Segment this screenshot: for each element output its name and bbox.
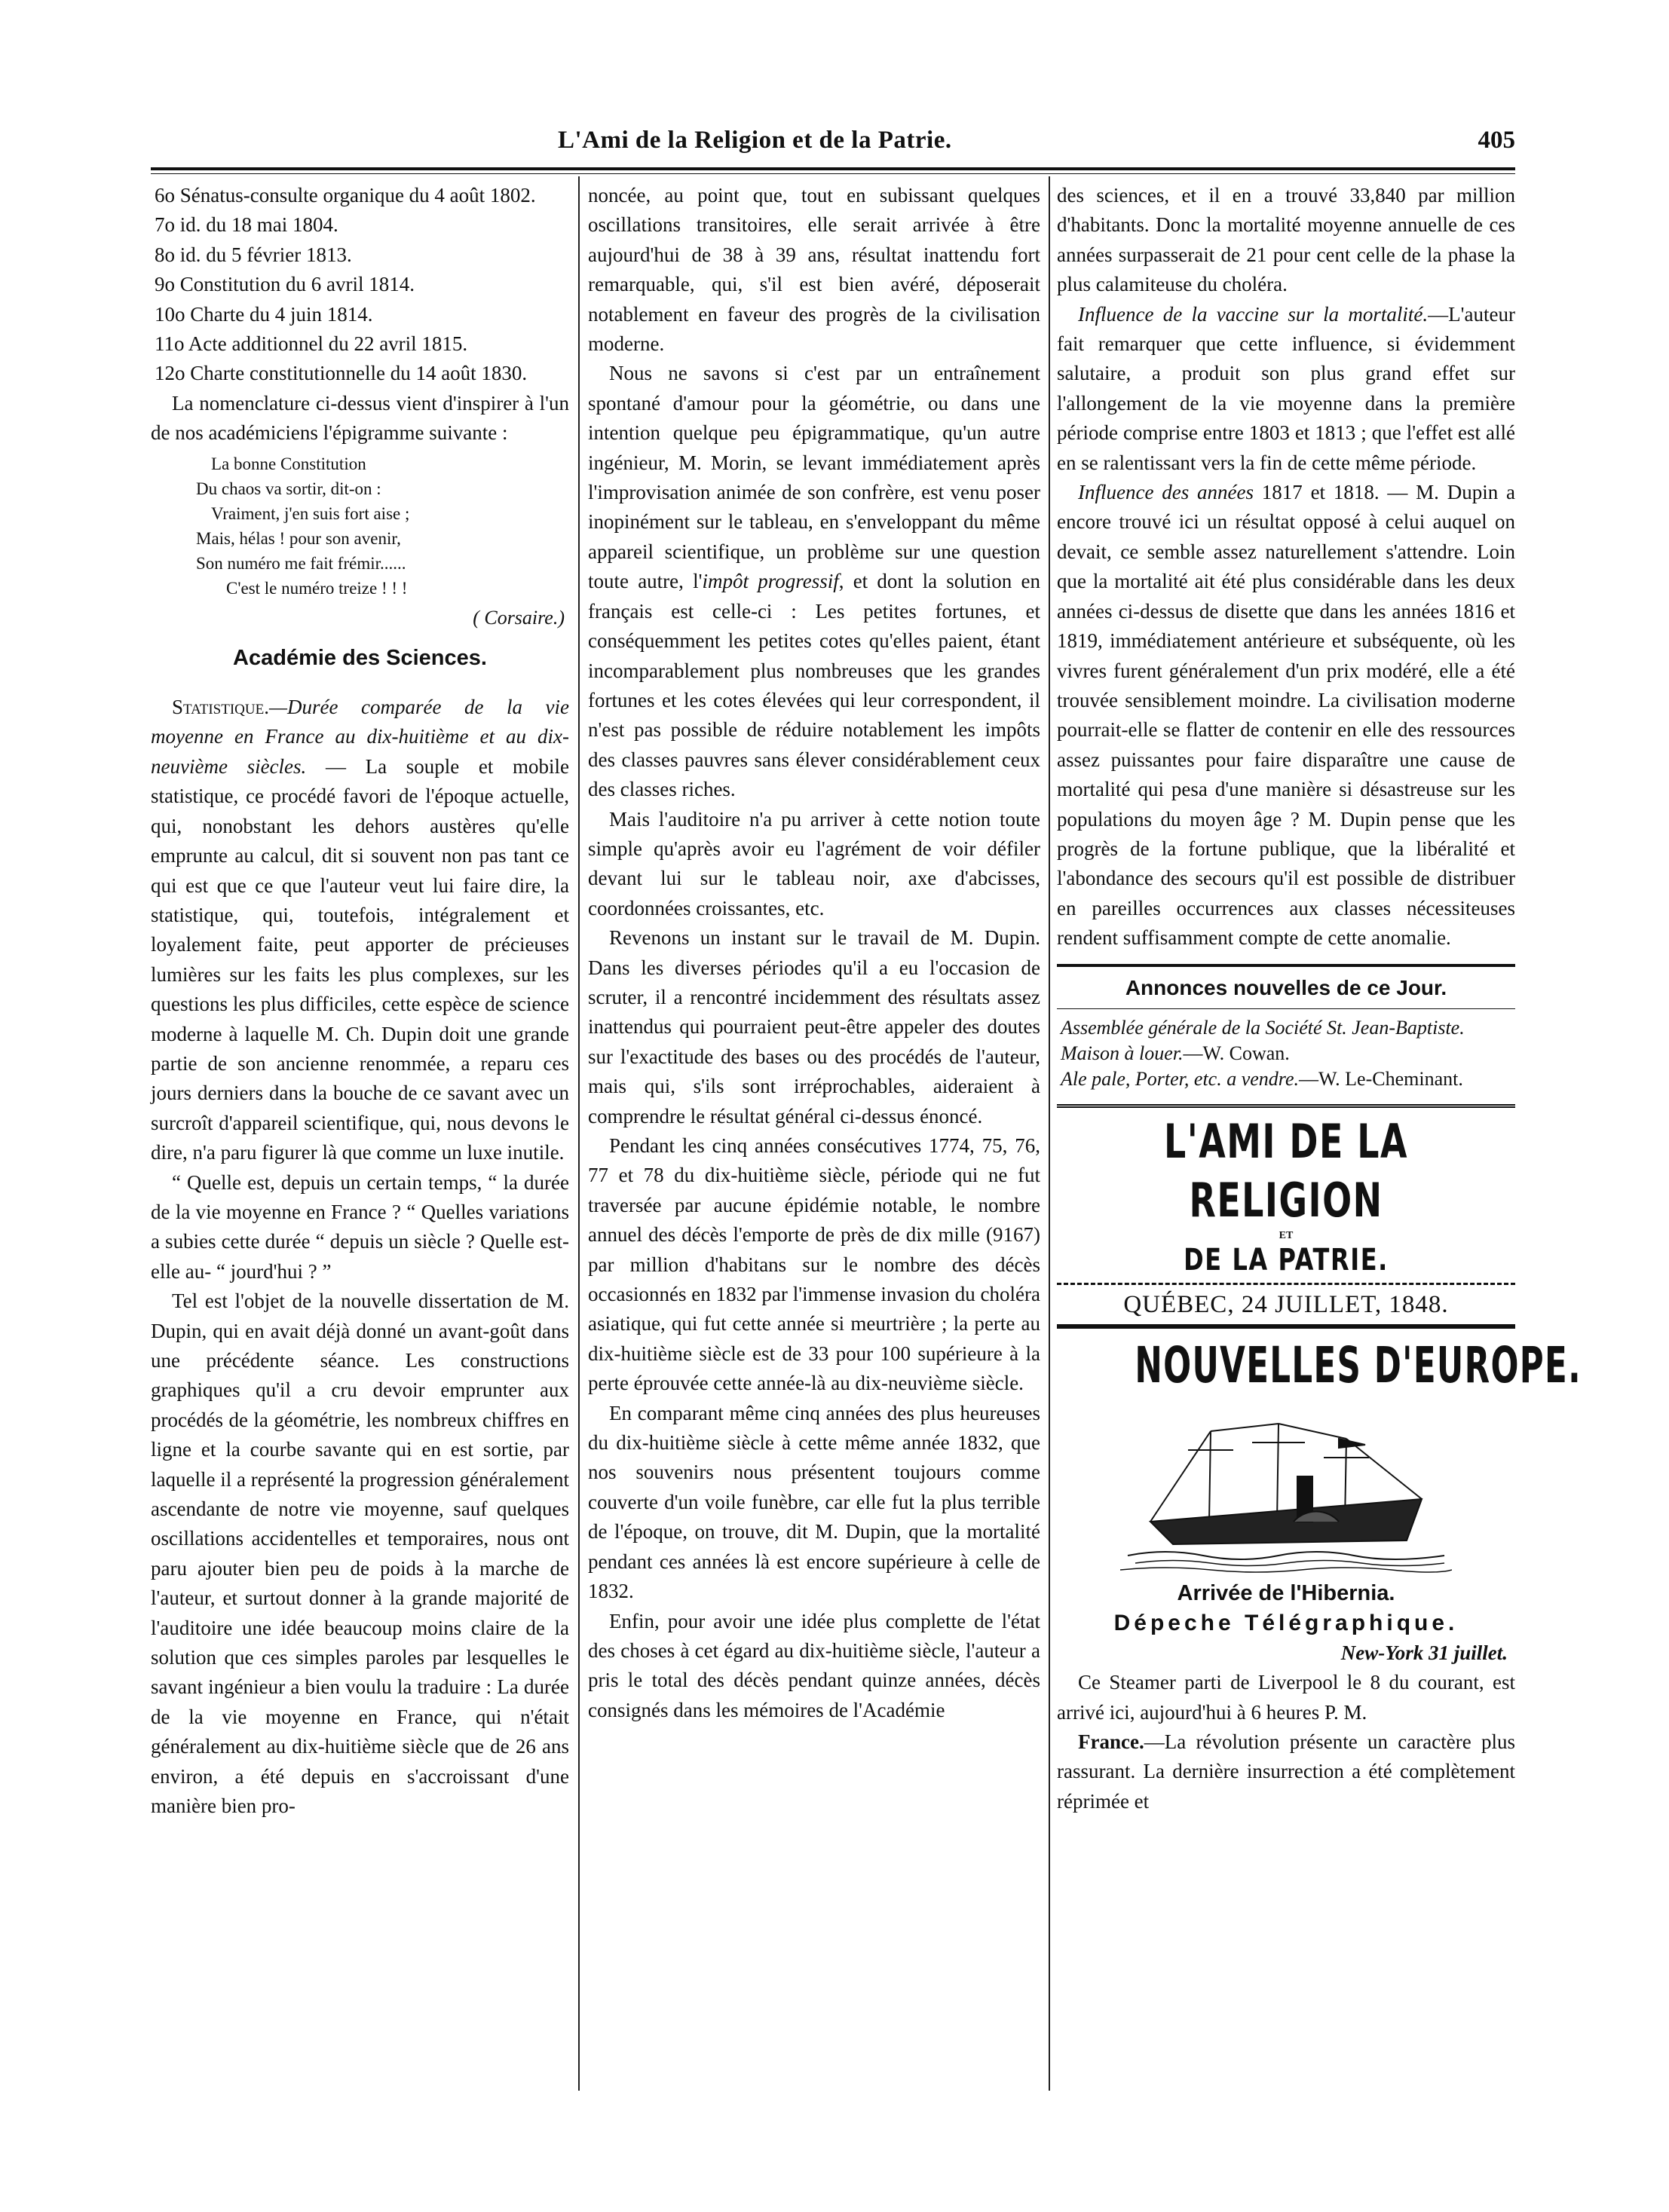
annonces-subrule (1057, 1008, 1515, 1009)
page-header (151, 127, 1515, 164)
poem-line: C'est le numéro treize ! ! ! (226, 578, 408, 598)
list-item: 10o Charte du 4 juin 1814. (155, 302, 373, 326)
nouvelles-heading: NOUVELLES D'EUROPE. (1135, 1335, 1582, 1394)
paragraph-france (1057, 1727, 1515, 1816)
steamship-illustration-icon (1120, 1409, 1452, 1574)
paragraph: noncée, au point que, tout en subissant quelques oscillations transitoires, elle serait arrivée à être aujourd'hui de 38 à 39 ans, résultat inattendu fort remarquable, qui, s'il est bien avéré, déposerait notablement en faveur des progrès de la civilisation moderne. (588, 184, 1040, 356)
annees-title: Influence des années (1078, 481, 1254, 504)
list-item: 9o Constitution du 6 avril 1814. (155, 273, 415, 296)
column-rule-2 (1049, 176, 1050, 2091)
statistique-label: Statistique. (172, 696, 269, 719)
masthead-et: ET (1279, 1229, 1294, 1241)
annonce-text: Assemblée générale de la Société St. Jean-Baptiste. (1061, 1016, 1465, 1039)
paragraph-vaccine (1057, 300, 1515, 478)
header-rule-thin (151, 173, 1515, 174)
dashed-rule (1057, 1283, 1515, 1285)
poem-line: Mais, hélas ! pour son avenir, (196, 528, 401, 548)
paragraph-morin (588, 359, 1040, 804)
list-item: 7o id. du 18 mai 1804. (155, 213, 338, 237)
running-title: L'Ami de la Religion et de la Patrie. (558, 127, 952, 154)
annonce-author: —W. Cowan. (1183, 1042, 1290, 1064)
paragraph: Revenons un instant sur le travail de M. Dupin. Dans les diverses périodes qu'il a eu l'occasion de scruter, il a rencontré incidemment des résultats assez inattendus qui pourraient peut-être appeler des doutes sur l'exactitude des bases ou des procédés de l'auteur, mais qui, s'ils sont irréprochables, aideraient à comprendre le résultat général ci-dessus énoncé. (588, 926, 1040, 1127)
annonce-item (1057, 1015, 1515, 1041)
constitution-list (151, 181, 569, 389)
paragraph: des sciences, et il en a trouvé 33,840 par million d'habitants. Donc la mortalité moyenne annuelle de ces années surpasserait de 21 pour cent celle de la phase la plus calamiteuse du choléra. (1057, 184, 1515, 296)
depeche-heading: Dépeche Télégraphique. (1113, 1611, 1459, 1636)
paragraph-tel: Tel est l'objet de la nouvelle dissertation de M. Dupin, qui en avait déjà donné un avant-goût dans une précédente séance. Les constructions graphiques qu'il a cru devoir emprunter aux procédés de la géométrie, les nombreux chiffres en ligne et la courbe savante qui en est sortie, par laquelle il a représenté la progression généralement ascendante de notre vie moyenne, sauf quelques oscillations accidentelles et temporaires, nous ont paru ajouter bien peu de poids à la marche de l'auteur, et surtout donner à la grande majorité de l'auditoire une idée beaucoup moins claire de la solution que ces simples paroles par lesquelles le savant ingénieur a bien voulu la traduire : La durée de la vie moyenne en France, qui n'était généralement au dix-huitième siècle que de 26 ans environ, a été depuis en s'accroissant d'une manière bien pro- (151, 1290, 569, 1818)
list-item: 6o Sénatus-consulte organique du 4 août 1802. (155, 184, 536, 207)
text-run: 1817 et 1818. — M. Dupin a encore trouvé ici un résultat opposé à celui auquel on devait, ce semble assez naturellement s'attendre. Loin que la mortalité ait été plus considérable dans les deux années ci-dessus de disette que dans les années 1816 et 1819, immédiatement antérieure et subséquente, où les vivres furent généralement d'un prix modéré, elle a été trouvée sensiblement moindre. La civilisation moderne pourrait-elle se flatter de contenir en elle des ressources assez puissantes pour faire disparaître une cause de mortalité qui pesa d'une manière si désastreuse sur les populations du moyen âge ? M. Dupin pense que les progrès de la fortune publique, que la libéralité et l'abondance des secours qu'il est possible de distribuer en pareilles occurrences aux classes nécessiteuses rendent suffisamment compte de cette anomalie. (1057, 481, 1515, 950)
list-item: 8o id. du 5 février 1813. (155, 243, 352, 266)
paragraph: Enfin, pour avoir une idée plus complette de l'état des choses à cet égard au dix-huitième siècle, l'auteur a pris le total des décès pendant quinze années, décès consignés dans les mémoires de l'Académie (588, 1609, 1040, 1721)
column-1 (151, 181, 569, 1822)
annonce-author: —W. Le-Cheminant. (1299, 1067, 1463, 1090)
poem-line: La bonne Constitution (211, 454, 366, 473)
poem-line: Son numéro me fait frémir...... (196, 553, 406, 573)
text-run: Nous ne savons si c'est par un entraînement spontané d'amour pour la géométrie, ou dans une intention quelque peu épigrammatique, qu'un autre ingénieur, M. Morin, se levant immédiatement après l'improvisation animée de son confrère, est venu poser inopinément sur le tableau, en s'enveloppant du même appareil scientifique, un problème sur une question toute autre, l' (588, 362, 1040, 593)
poem-line: Du chaos va sortir, dit-on : (196, 479, 381, 498)
annonce-text: Ale pale, Porter, etc. a vendre. (1061, 1067, 1299, 1090)
newyork-dateline: New-York 31 juillet. (1340, 1641, 1508, 1664)
text-run: —L'auteur fait remarquer que cette influence, si évidemment salutaire, a produit son plus grand effet sur l'allongement de la vie moyenne dans la première période comprise entre 1803 et 1813 ; que l'effet est allé en se ralentissant vers la fin de cette même période. (1057, 302, 1515, 474)
statistique-title: —Durée comparée de la vie moyenne en France au dix-huitième et au dix-neuvième siècles. (151, 696, 569, 778)
masthead-rule (1057, 1104, 1515, 1108)
arrivee-heading: Arrivée de l'Hibernia. (1177, 1580, 1395, 1605)
header-rule (151, 167, 1515, 170)
text-run: —La révolution présente un caractère plus rassurant. La dernière insurrection a été complètement réprimée et (1057, 1730, 1515, 1813)
masthead-title: L'AMI DE LA RELIGION (1164, 1113, 1408, 1228)
heavy-rule (1057, 1324, 1515, 1329)
text-run: , et dont la solution en français est celle-ci : Les petites fortunes, et conséquemment les petites cotes qu'elles paient, étant incomparablement plus nombreuses que les grandes fortunes et les cotes élevées qui leur correspondent, il n'est pas possible de réduire notablement les impôts des classes pauvres sans élever considérablement ceux des classes riches. (588, 570, 1041, 801)
annonce-item (1057, 1066, 1515, 1092)
annonce-item (1057, 1041, 1515, 1066)
poem-signature: ( Corsaire.) (473, 606, 565, 629)
issue-dateline: QUÉBEC, 24 JUILLET, 1848. (1123, 1290, 1449, 1318)
section-heading-academie: Académie des Sciences. (233, 645, 487, 670)
annonces-rule (1057, 964, 1515, 967)
paragraph-steamer: Ce Steamer parti de Liverpool le 8 du courant, est arrivé ici, aujourd'hui à 6 heures P. M. (1057, 1671, 1515, 1724)
column-2 (588, 181, 1040, 1725)
annonce-text: Maison à louer. (1061, 1042, 1184, 1064)
epigram-poem (196, 451, 569, 630)
paragraph-quote: “ Quelle est, depuis un certain temps, “ la durée de la vie moyenne en France ? “ Quelles variations a subies cette durée “ depuis un siècle ? Quelle est-elle au- “ jourd'hui ? ” (151, 1170, 569, 1283)
paragraph-annees (1057, 478, 1515, 953)
column-rule-1 (578, 176, 580, 2091)
impot-progressif-term: impôt progressif (702, 570, 839, 593)
vaccine-title: Influence de la vaccine sur la mortalité. (1078, 302, 1429, 326)
statistique-body: — La souple et mobile statistique, ce procédé favori de l'époque actuelle, qui, nonobstant les dehors austères qu'elle emprunte au calcul, dit si souvent non pas tant ce qui est que ce que l'auteur veut lui faire dire, la statistique, qui, toutefois, intégralement et loyalement faite, peut apporter de précieuses lumières sur les faits les plus complexes, sur les questions les plus difficiles, cette espèce de science moderne à laquelle M. Ch. Dupin doit une grande partie de son ancienne renommée, a reparu ces jours derniers dans la bouche de ce savant avec un surcroît d'appareil scientifique, qui, nous devons le dire, n'a paru figurer là que comme un luxe inutile. (151, 754, 569, 1164)
list-item: 11o Acte additionnel du 22 avril 1815. (155, 332, 468, 356)
paragraph: Pendant les cinq années consécutives 1774, 75, 76, 77 et 78 du dix-huitième siècle, période qui ne fut traversée par aucune épidémie notable, le nombre annuel des décès l'emporte de près de dix mille (9167) par million d'habitans sur le nombre des décès occasionnés en 1832 par l'immense invasion du choléra asiatique, qui fut cette année si meurtrière ; la perte au dix-huitième siècle est de 33 pour 100 supérieure à la perte éprouvée cette année-là au dix-neuvième siècle. (588, 1134, 1040, 1395)
annonces-heading: Annonces nouvelles de ce Jour. (1125, 975, 1447, 999)
list-item: 12o Charte constitutionnelle du 14 août 1830. (155, 362, 528, 385)
france-label: France. (1078, 1730, 1144, 1753)
paragraph: Mais l'auditoire n'a pu arriver à cette notion toute simple qu'après avoir eu l'agrément de voir défiler devant lui sur le tableau noir, axe d'abcisses, coordonnées croissantes, etc. (588, 807, 1040, 919)
column-3 (1057, 181, 1582, 1816)
paragraph: En comparant même cinq années des plus heureuses du dix-huitième siècle à cette même année 1832, que nos souvenirs nous présentent toujours comme couverte d'un voile funèbre, car elle fut la plus terrible de l'époque, on trouve, dit M. Dupin, que la mortalité pendant ces années là est encore supérieure à celle de 1832. (588, 1401, 1040, 1603)
poem-line: Vraiment, j'en suis fort aise ; (211, 503, 410, 523)
paragraph-statistique (151, 693, 569, 1168)
masthead-subtitle: DE LA PATRIE. (1184, 1242, 1389, 1277)
paragraph-nomenclature: La nomenclature ci-dessus vient d'inspirer à l'un de nos académiciens l'épigramme suivante : (151, 391, 569, 445)
page-number: 405 (1478, 127, 1515, 154)
